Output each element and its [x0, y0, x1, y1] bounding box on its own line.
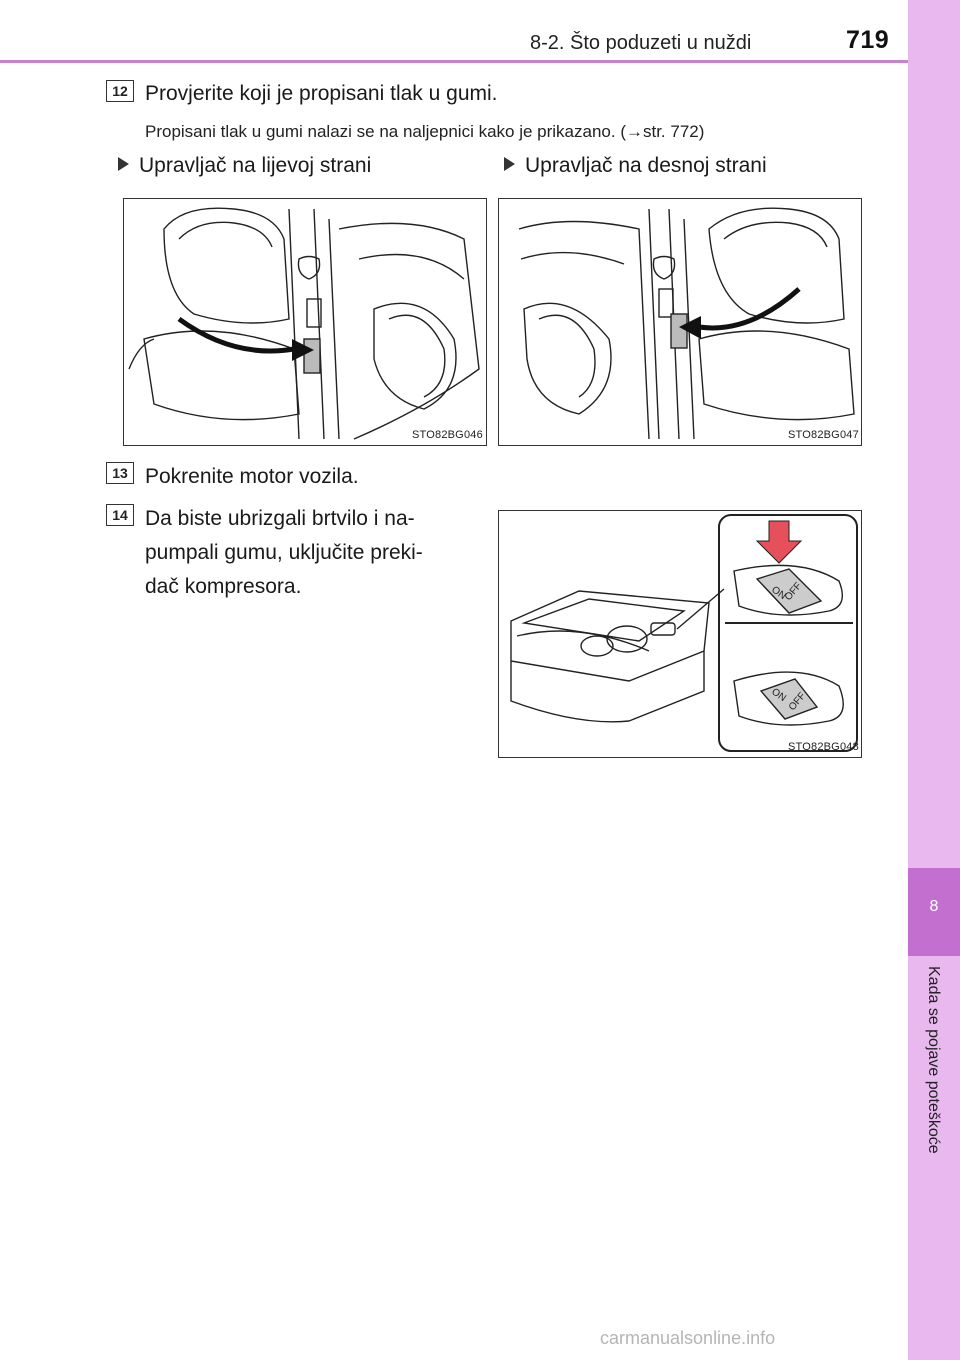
- figure-code: STO82BG048: [788, 741, 859, 753]
- step-text: Provjerite koji je propisani tlak u gumi.: [145, 82, 498, 105]
- step-number-badge: 12: [106, 80, 134, 102]
- step-text-line: dač kompresora.: [145, 575, 302, 598]
- header-rule: [0, 60, 908, 63]
- step-note: Propisani tlak u gumi nalazi se na naljepnici kako je prikazano. (→str. 772): [145, 122, 705, 141]
- triangle-bullet-icon: [504, 157, 515, 171]
- switch-on-label: ON: [769, 584, 788, 603]
- figure-code: STO82BG047: [788, 429, 859, 441]
- switch-off-label: OFF: [782, 580, 805, 603]
- section-title: 8-2. Što poduzeti u nuždi: [530, 32, 752, 54]
- variant-label: Upravljač na lijevoj strani: [139, 154, 372, 177]
- variant-heading-right: [504, 154, 767, 178]
- step-text-line: pumpali gumu, uključite preki-: [145, 541, 423, 564]
- figure-compressor-switch: [498, 510, 862, 758]
- figure-code: STO82BG046: [412, 429, 483, 441]
- step-text-line: Da biste ubrizgali brtvilo i na-: [145, 507, 415, 530]
- triangle-bullet-icon: [118, 157, 129, 171]
- step-text: Pokrenite motor vozila.: [145, 465, 359, 488]
- chapter-title: Kada se pojave poteškoće: [925, 966, 942, 1154]
- variant-heading-left: [118, 154, 371, 178]
- step-number-badge: 14: [106, 504, 134, 526]
- door-pillar-illustration-lhd: [124, 199, 486, 445]
- figure-door-label-left-hand-drive: [123, 198, 487, 446]
- watermark: carmanualsonline.info: [600, 1328, 776, 1348]
- door-pillar-illustration-rhd: [499, 199, 861, 445]
- step-number-badge: 13: [106, 462, 134, 484]
- switch-off-label: OFF: [786, 690, 809, 713]
- step-text: [145, 502, 475, 604]
- page-number: 719: [846, 26, 890, 54]
- figure-door-label-right-hand-drive: [498, 198, 862, 446]
- chapter-title-wrap: [910, 966, 958, 1216]
- compressor-illustration: [499, 511, 861, 757]
- switch-on-label: ON: [769, 686, 788, 705]
- chapter-number: 8: [929, 898, 939, 915]
- variant-label: Upravljač na desnoj strani: [525, 154, 767, 177]
